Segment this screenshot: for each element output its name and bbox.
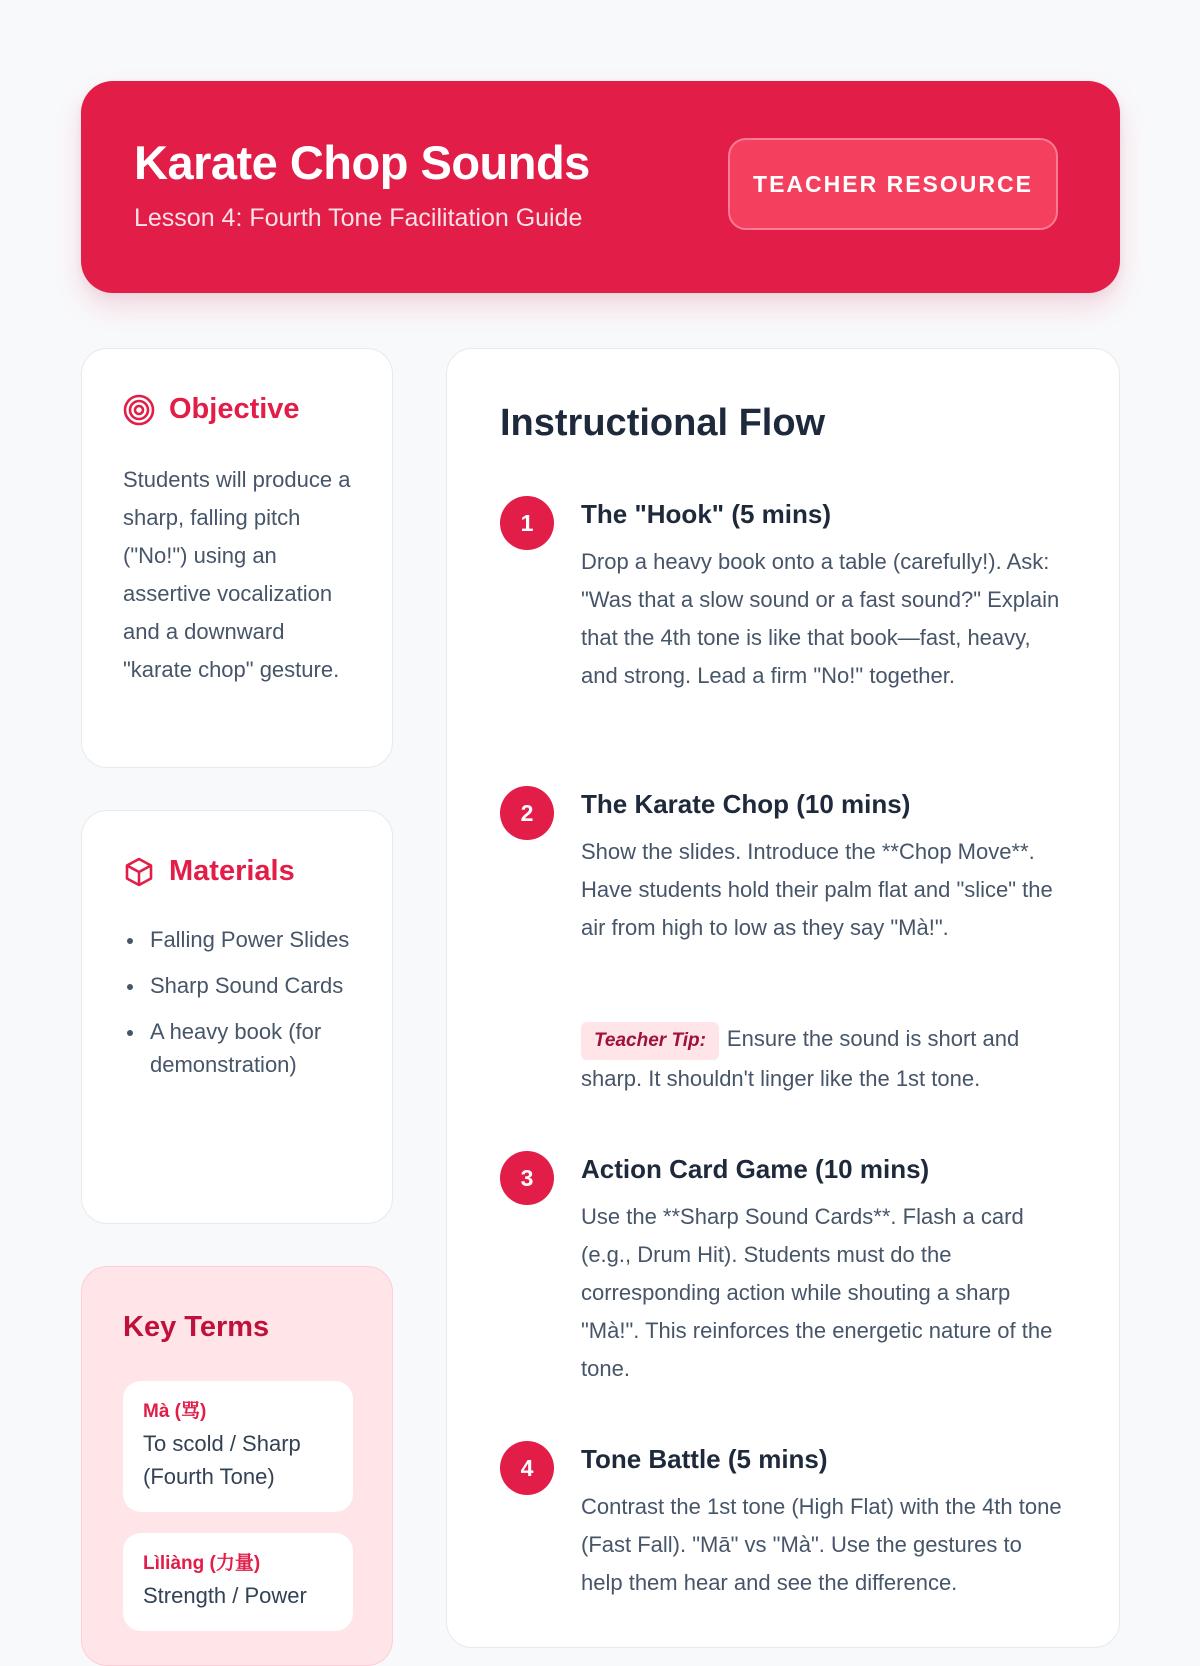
step-title: Action Card Game (10 mins): [581, 1154, 930, 1184]
instructional-flow-card: [446, 348, 1120, 1648]
key-term-word: Lìliàng (力量): [143, 1553, 261, 1574]
teacher-resource-badge: TEACHER RESOURCE: [728, 138, 1058, 230]
page-subtitle: Lesson 4: Fourth Tone Facilitation Guide: [134, 204, 583, 232]
step-description: Drop a heavy book onto a table (carefully!). Ask: "Was that a slow sound or a fast sound?" Explain that the 4th tone is like that book—fast, heavy, and strong. Lead a firm "No!" together.: [581, 549, 1060, 688]
teacher-tip-text: Ensure the sound is short and sharp. It shouldn't linger like the 1st tone.: [581, 1026, 1020, 1091]
key-terms-card: [81, 1266, 393, 1666]
step-title: The "Hook" (5 mins): [581, 499, 832, 529]
step-description: Use the **Sharp Sound Cards**. Flash a card (e.g., Drum Hit). Students must do the corresponding action while shouting a sharp "Mà!". This reinforces the energetic nature of the tone.: [581, 1204, 1053, 1381]
step-title: The Karate Chop (10 mins): [581, 789, 911, 819]
teacher-tip: [581, 1020, 1063, 1097]
step-number-badge: 1: [500, 496, 554, 550]
materials-list: [123, 923, 363, 1094]
list-item: A heavy book (for demonstration): [123, 1015, 363, 1081]
key-term-definition: Strength / Power: [143, 1583, 307, 1608]
objective-heading: [123, 393, 300, 426]
materials-heading: [123, 855, 295, 888]
key-term-word: Mà (骂): [143, 1401, 207, 1422]
materials-card: [81, 810, 393, 1224]
step-description: Contrast the 1st tone (High Flat) with the 4th tone (Fast Fall). "Mā" vs "Mà". Use the gestures to help them hear and see the difference.: [581, 1494, 1062, 1595]
step-number-badge: 2: [500, 786, 554, 840]
materials-heading-label: Materials: [169, 855, 295, 887]
list-item: Falling Power Slides: [123, 923, 363, 956]
cube-icon: [123, 856, 155, 888]
key-term: [123, 1533, 353, 1631]
objective-heading-label: Objective: [169, 393, 300, 425]
step-title: Tone Battle (5 mins): [581, 1444, 828, 1474]
step-number-badge: 3: [500, 1151, 554, 1205]
key-term-definition: To scold / Sharp (Fourth Tone): [143, 1431, 301, 1489]
page-header: [81, 81, 1120, 293]
step-number-badge: 4: [500, 1441, 554, 1495]
target-icon: [123, 394, 155, 426]
key-term: [123, 1381, 353, 1512]
instructional-flow-title: Instructional Flow: [500, 402, 826, 444]
teacher-tip-label: Teacher Tip:: [581, 1022, 719, 1060]
key-terms-heading: Key Terms: [123, 1311, 270, 1343]
page-title: Karate Chop Sounds: [134, 136, 590, 189]
objective-text: Students will produce a sharp, falling pitch ("No!") using an assertive vocalization and a downward "karate chop" gesture.: [123, 467, 351, 682]
objective-card: [81, 348, 393, 768]
list-item: Sharp Sound Cards: [123, 969, 363, 1002]
step-description: Show the slides. Introduce the **Chop Move**. Have students hold their palm flat and "slice" the air from high to low as they say "Mà!".: [581, 839, 1053, 940]
